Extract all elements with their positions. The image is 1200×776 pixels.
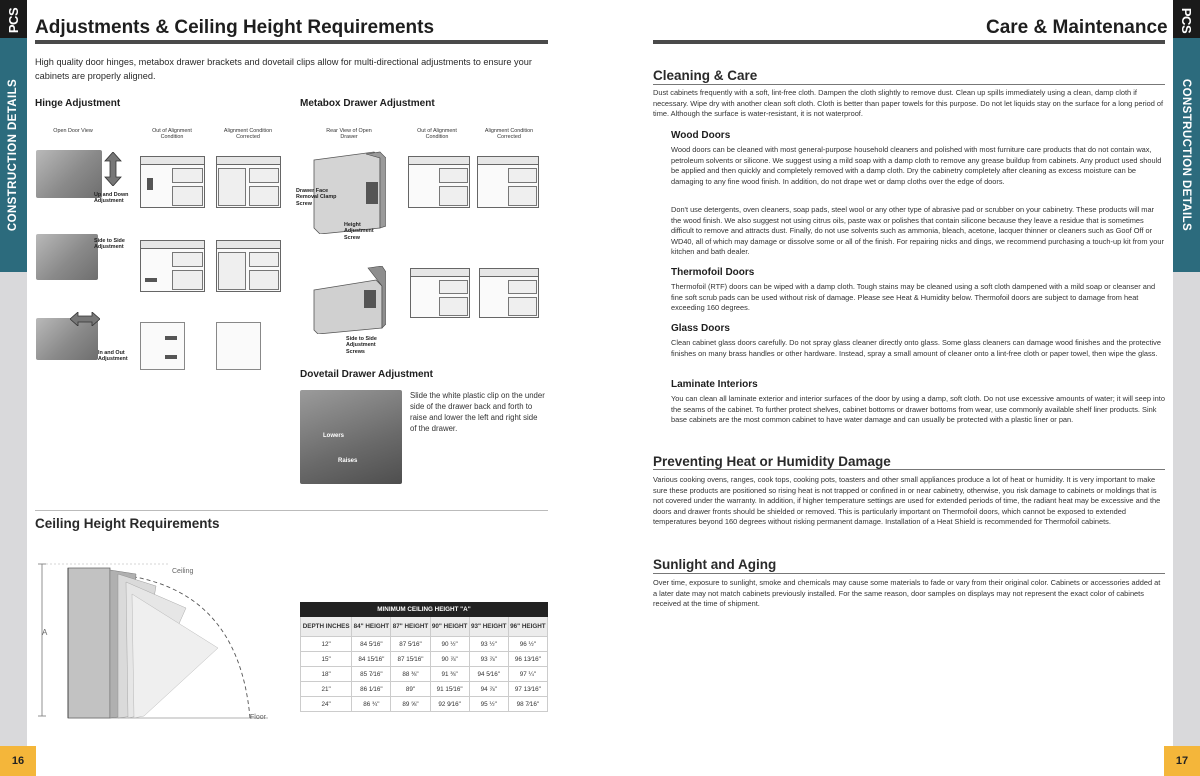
table-cell: 98 7⁄16" (508, 697, 547, 712)
hinge-col-open-door: Open Door View (53, 128, 93, 134)
laminate-heading: Laminate Interiors (671, 379, 758, 390)
table-cell: 18" (301, 667, 352, 682)
side-tab-label-left: CONSTRUCTION DETAILS (7, 78, 20, 232)
hinge-heading: Hinge Adjustment (35, 98, 121, 109)
hinge-col-out-of-alignment: Out of Alignment Condition (152, 128, 192, 141)
label-a: A (42, 628, 48, 637)
left-page-title: Adjustments & Ceiling Height Requirements (35, 17, 435, 38)
table-cell: 86 1⁄16" (352, 682, 391, 697)
table-row (301, 697, 548, 712)
label-inout-adjustment: In and Out Adjustment (98, 350, 128, 363)
table-cell: 12" (301, 637, 352, 652)
table-header-row (301, 617, 548, 637)
ceiling-height-diagram (38, 560, 278, 726)
dovetail-photo (300, 390, 402, 484)
metabox-col-out-of-alignment: Out of Alignment Condition (417, 128, 457, 141)
table-row (301, 682, 548, 697)
table-cell: 85 7⁄16" (352, 667, 391, 682)
label-floor: Floor (250, 714, 266, 721)
table-row (301, 652, 548, 667)
ceiling-heading: Ceiling Height Requirements (35, 516, 220, 531)
heat-heading: Preventing Heat or Humidity Damage (653, 454, 891, 469)
table-cell: 97 ¼" (508, 667, 547, 682)
col-header: DEPTH INCHES (301, 617, 352, 637)
metabox-col-corrected: Alignment Condition Corrected (484, 128, 534, 141)
wood-text-2: Don't use detergents, oven cleaners, soap pads, steel wool or any other type of abrasive pad or scrubber on your cabinetry. These products will mar the wood finish. We also suggest not using citrus oils, paste wax or polishes that contain silicone because they leave a residue that is sometimes difficult to remove and attracts dust. Finally, do not use solvents such as ammonia, bleach, acetone, lacquer thinner or cleaners such as Goof Off or WD40, all of which may damage or dissolve some or all of the finish. For repairing nicks and dings, we recommend purchasing a touch-up kit from your kitchen and bath dealer. (671, 205, 1164, 257)
laminate-text: You can clean all laminate exterior and interior surfaces of the door by using a damp, soft cloth. Do not use excessive amounts of water; it will seep into the seams of the cabinet. To further protect shelves, cabinet bottoms or drawer bottoms from wear, use commonly available shelf liner products. Sink base cabinets are the most common cabinet to have water damage and can usually be protected with a plastic liner or pan. (671, 394, 1165, 425)
table-cell: 91 ⅜" (430, 667, 469, 682)
metabox-heading: Metabox Drawer Adjustment (300, 98, 435, 109)
inout-arrow-icon (70, 312, 100, 326)
label-lowers: Lowers (323, 433, 345, 439)
table-row (301, 667, 548, 682)
glass-heading: Glass Doors (671, 323, 730, 334)
table-cell: 90 ½" (430, 637, 469, 652)
label-side-screws: Side to Side Adjustment Screws (346, 336, 377, 355)
table-cell: 93 ⅞" (469, 652, 508, 667)
table-cell: 96 ½" (508, 637, 547, 652)
table-cell: 84 15⁄16" (352, 652, 391, 667)
wood-text-1: Wood doors can be cleaned with most general-purpose household cleaners and polished with most furniture care products that do not contain wax, petroleum solvents or silicone. We suggest using a mild soap with a damp cloth to remove any grease buildup from cabinets. Any product used should be applied and then quickly and completely removed with a damp cloth. Dry the cabinetry completely after cleaning as excess moisture can be damaging to any fine wood finish. In addition, do not drape wet or damp cloths over the edge of doors. (671, 145, 1162, 186)
table-cell: 90 ⅞" (430, 652, 469, 667)
table-cell: 89 ⅝" (391, 697, 430, 712)
table-cell: 87 15⁄16" (391, 652, 430, 667)
thermofoil-text: Thermofoil (RTF) doors can be wiped with a damp cloth. Tough stains may be cleaned using a soft cloth dampened with a mild soap or cleanser and fine soft scrub pads can be used without risk of damage. Please see Heat & Humidity below. Thermofoil doors are subject to damage from heat exceeding 160 degrees. (671, 282, 1156, 313)
hinge-col-corrected: Alignment Condition Corrected (223, 128, 273, 141)
table-cell: 84 5⁄16" (352, 637, 391, 652)
table-cell: 94 5⁄16" (469, 667, 508, 682)
cabinet-side-diagram (216, 322, 261, 370)
table-cell: 21" (301, 682, 352, 697)
table-cell: 89" (391, 682, 430, 697)
hinge-photo-side (36, 234, 98, 280)
col-header: 96" HEIGHT (508, 617, 547, 637)
cabinet-side-diagram (140, 322, 185, 370)
col-header: 90" HEIGHT (430, 617, 469, 637)
dovetail-text: Slide the white plastic clip on the under side of the drawer back and forth to raise and lower the left and right side of the drawer. (410, 391, 545, 433)
label-ceiling: Ceiling (172, 568, 194, 575)
table-cell: 95 ½" (469, 697, 508, 712)
table-cell: 96 13⁄16" (508, 652, 547, 667)
label-side-adjustment: Side to Side Adjustment (94, 238, 125, 251)
left-side-tab (0, 0, 27, 776)
table-title: MINIMUM CEILING HEIGHT "A" (301, 603, 548, 617)
table-cell: 91 15⁄16" (430, 682, 469, 697)
side-tab-label-right: CONSTRUCTION DETAILS (1180, 78, 1193, 232)
table-cell: 88 ⅜" (391, 667, 430, 682)
sunlight-heading: Sunlight and Aging (653, 557, 777, 572)
dovetail-heading: Dovetail Drawer Adjustment (300, 369, 433, 380)
col-header: 84" HEIGHT (352, 617, 391, 637)
table-cell: 86 ¾" (352, 697, 391, 712)
cleaning-text: Dust cabinets frequently with a soft, lint-free cloth. Dampen the cloth slightly to remove dust. Clean up spills immediately using a clean, damp cloth if necessary. Wipe dry with another clean soft cloth. Cloth is better than paper towels for this purpose. Do not let liquids stay on the surface for a long period of time. Although the surface is water-resistant, it is not waterproof. (653, 88, 1164, 119)
cleaning-heading: Cleaning & Care (653, 68, 758, 83)
label-clamp-screw: Drawer Face Removal Clamp Screw (296, 188, 337, 207)
table-cell: 24" (301, 697, 352, 712)
table-row (301, 637, 548, 652)
table-cell: 94 ⅞" (469, 682, 508, 697)
updown-arrow-icon (104, 152, 122, 186)
table-cell: 92 9⁄16" (430, 697, 469, 712)
page-number-left: 16 (0, 746, 36, 776)
label-height-screw: Height Adjustment Screw (344, 222, 374, 241)
heat-text: Various cooking ovens, ranges, cook tops, cooking pots, toasters and other small appliances produce a lot of heat or humidity. It is very important to make sure these products are positioned so rising heat is not trapped or confined in or near cabinetry, otherwise, you risk damage to cabinets or moldings that is not covered under the warranty. In addition, if higher temperature settings are used for extended periods of time, the radiant heat may be excessive and the doors and drawer fronts should be shielded or removed. This is particularly important on Thermofoil doors, which cannot be exposed to extended temperatures beyond 160 degrees without risking permanent damage. Installation of a Heat Shield is recommended for Thermofoil cabinets. (653, 475, 1161, 527)
label-raises: Raises (338, 458, 358, 464)
wood-heading: Wood Doors (671, 130, 731, 141)
right-side-tab (1173, 0, 1200, 776)
sunlight-text: Over time, exposure to sunlight, smoke and chemicals may cause some materials to fade or vary from their original color. Cabinets or accessories added at a later date may not match cabinets previously installed. For the same reason, door samples on displays may not represent the exact color of cabinets received at the time of shipment. (653, 578, 1161, 609)
thermofoil-heading: Thermofoil Doors (671, 267, 755, 278)
brand-logo-right: PCS (1178, 7, 1194, 33)
table-cell: 97 13⁄16" (508, 682, 547, 697)
col-header: 87" HEIGHT (391, 617, 430, 637)
page-number-right: 17 (1164, 746, 1200, 776)
ceiling-height-table (300, 602, 548, 712)
table-cell: 87 5⁄16" (391, 637, 430, 652)
brand-logo-left: PCS (5, 7, 21, 33)
table-cell: 15" (301, 652, 352, 667)
label-updown-adjustment: Up and Down Adjustment (94, 192, 129, 205)
metabox-col-rear-view: Rear View of Open Drawer (326, 128, 372, 141)
hinge-photo-updown (36, 150, 102, 198)
table-cell: 93 ½" (469, 637, 508, 652)
glass-text: Clean cabinet glass doors carefully. Do not spray glass cleaner directly onto glass. Some glass cleaners can damage wood finishes and the protective finishes on many brass handles or other hardware. Instead, spray a small amount of cleaner onto a lint-free cloth or paper towel, then wipe the glass. (671, 338, 1161, 358)
right-page-title: Care & Maintenance (986, 17, 1168, 38)
intro-text: High quality door hinges, metabox drawer brackets and dovetail clips allow for multi-directional adjustments to ensure your cabinets are properly aligned. (35, 57, 532, 81)
col-header: 93" HEIGHT (469, 617, 508, 637)
metabox-drawer-side-illustration (310, 266, 386, 334)
